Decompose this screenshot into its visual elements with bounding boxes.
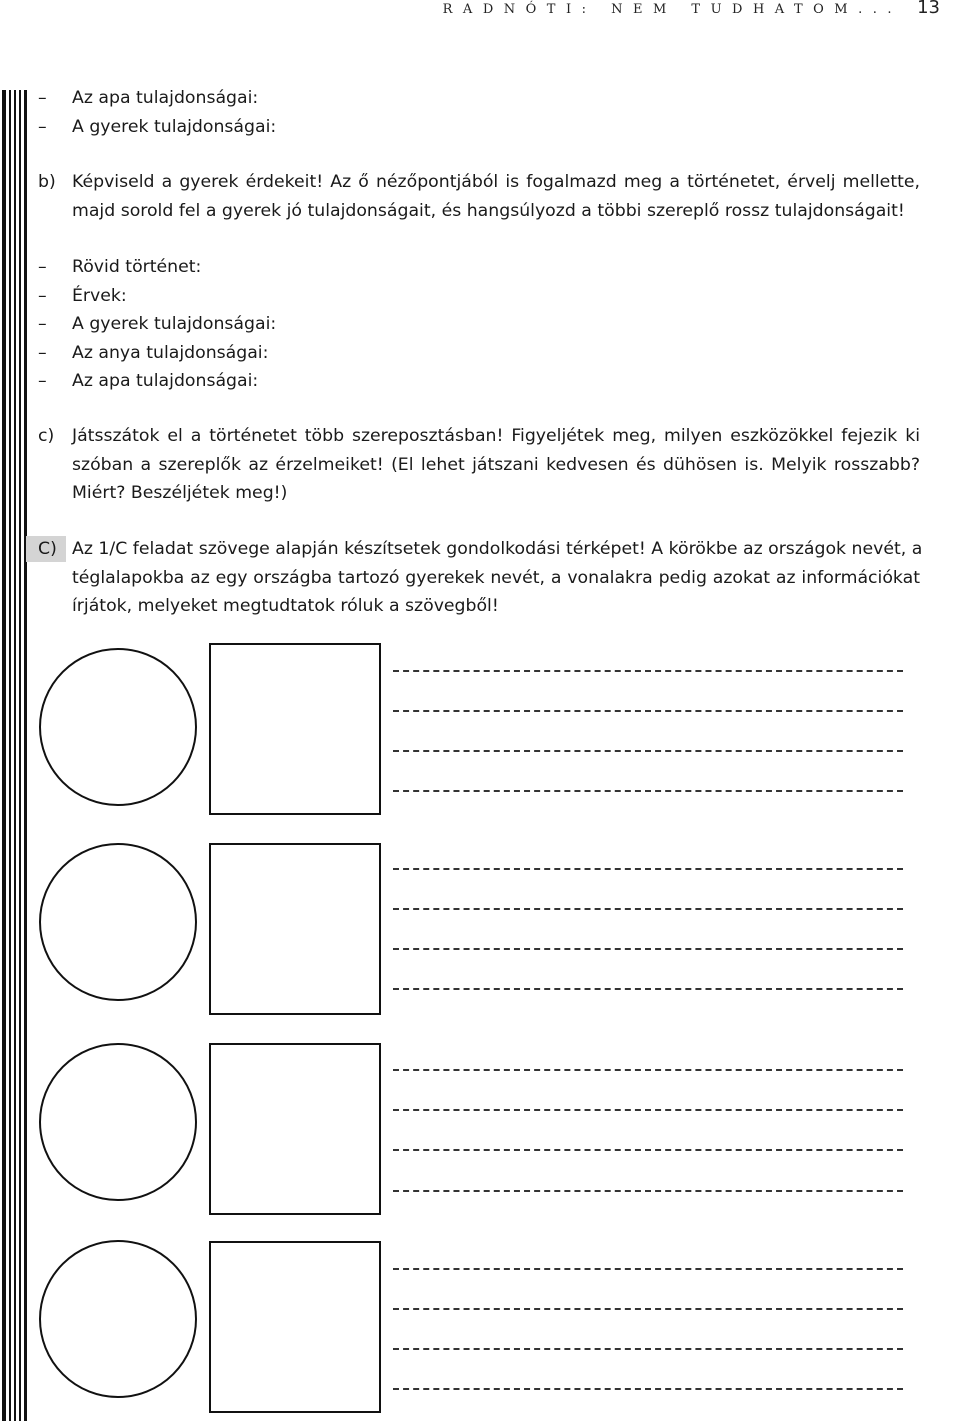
dash-bullet: – bbox=[38, 116, 47, 137]
part-b-instruction: Képviseld a gyerek érdekeit! Az ő nézőpontjából is fogalmazd meg a történetet, érvelj mellette, majd sorold fel a gyerek jó tulajdonságait, és hangsúlyozd a többi szereplő rossz tulajdonságait! bbox=[72, 172, 920, 221]
country-circle[interactable] bbox=[39, 843, 197, 1001]
info-line[interactable] bbox=[393, 1149, 903, 1151]
info-line[interactable] bbox=[393, 670, 903, 672]
info-line[interactable] bbox=[393, 988, 903, 990]
children-box[interactable] bbox=[209, 843, 381, 1015]
dash-bullet: – bbox=[38, 88, 47, 108]
info-line[interactable] bbox=[393, 908, 903, 910]
list-item: – A gyerek tulajdonságai: bbox=[38, 310, 920, 339]
dash-bullet: – bbox=[38, 314, 47, 334]
country-circle[interactable] bbox=[39, 1240, 197, 1398]
info-line[interactable] bbox=[393, 1388, 903, 1390]
children-box[interactable] bbox=[209, 643, 381, 815]
info-line[interactable] bbox=[393, 750, 903, 752]
dash-bullet: – bbox=[38, 285, 47, 306]
dash-bullet: – bbox=[38, 257, 47, 277]
list-item: – Érvek: bbox=[38, 282, 920, 311]
info-line[interactable] bbox=[393, 790, 903, 792]
list-item: – Rövid történet: bbox=[38, 253, 920, 282]
info-line[interactable] bbox=[393, 1348, 903, 1350]
info-line[interactable] bbox=[393, 948, 903, 950]
running-title: RADNÓTI: NEM TUDHATOM... bbox=[442, 2, 902, 17]
info-line[interactable] bbox=[393, 1268, 903, 1270]
info-line[interactable] bbox=[393, 1308, 903, 1310]
list-item: – Az apa tulajdonságai: bbox=[38, 84, 920, 113]
info-line[interactable] bbox=[393, 1109, 903, 1111]
country-circle[interactable] bbox=[39, 648, 197, 806]
info-line[interactable] bbox=[393, 1069, 903, 1071]
part-c-instruction: Játsszátok el a történetet több szereposztásban! Figyeljétek meg, milyen eszközökkel fejezik ki szóban a szereplők az érzelmeiket! (El lehet játszani kedvesen és dühösen is. Melyik rosszabb? Miért? Beszéljétek meg!) bbox=[72, 426, 920, 503]
part-b-label: b) bbox=[38, 172, 56, 192]
task-C-instruction: Az 1/C feladat szövege alapján készítsetek gondolkodási térképet! A körökbe az országok nevét, a téglalapokba az egy országba tartozó gyerekek nevét, a vonalakra pedig azokat az információkat írjátok, melyeket megtudtatok róluk a szövegből! bbox=[72, 539, 923, 616]
page-number: 13 bbox=[917, 0, 940, 18]
task-C-label: C) bbox=[38, 539, 57, 559]
dash-bullet: – bbox=[38, 371, 47, 391]
info-line[interactable] bbox=[393, 710, 903, 712]
children-box[interactable] bbox=[209, 1043, 381, 1215]
country-circle[interactable] bbox=[39, 1043, 197, 1201]
part-c-label: c) bbox=[38, 426, 55, 446]
list-item: – A gyerek tulajdonságai: bbox=[38, 113, 920, 142]
info-line[interactable] bbox=[393, 868, 903, 870]
list-item: – Az anya tulajdonságai: bbox=[38, 339, 920, 368]
children-box[interactable] bbox=[209, 1241, 381, 1413]
list-item: – Az apa tulajdonságai: bbox=[38, 367, 920, 396]
info-line[interactable] bbox=[393, 1190, 903, 1192]
dash-bullet: – bbox=[38, 342, 47, 363]
